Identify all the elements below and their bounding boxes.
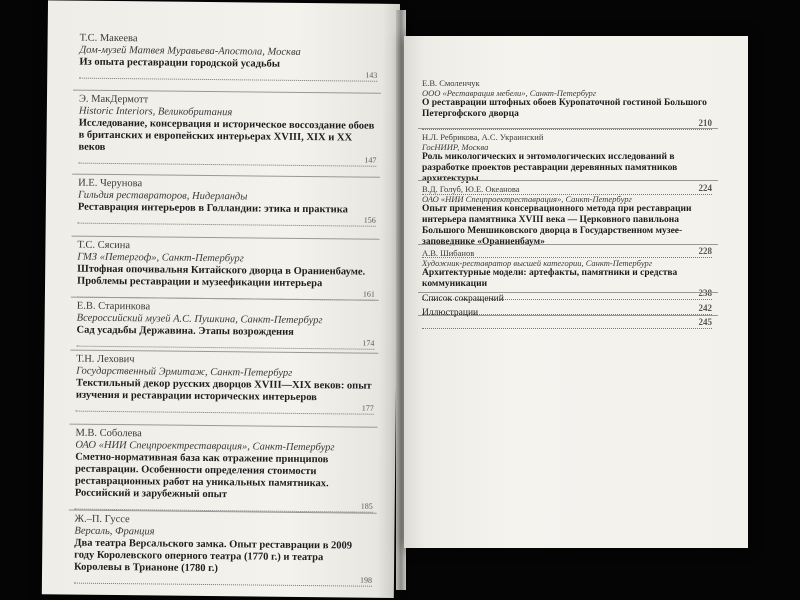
entry-organization: ОАО «НИИ Спецпроектреставрация», Санкт-Петербург xyxy=(75,439,335,454)
entry-author: Т.Н. Лехович xyxy=(76,353,135,366)
entry-author: М.В. Соболева xyxy=(75,427,142,440)
entry-title: Сметно-нормативная база как отражение принципов реставрации. Особенности определения стоимости реставрационных работ на уникальных памятниках. Российский и зарубежный опыт xyxy=(74,451,329,501)
entry-title: Архитектурные модели: артефакты, памятники и средства коммуникации xyxy=(422,268,678,289)
entry-title: Опыт применения консервационного метода при реставрации интерьера памятника XVIII века — Церковного павильона Большого Меншиковского дворца в Государственном музее-заповеднике «Ораниенбаум» xyxy=(422,204,692,247)
entry-page-number: 185 xyxy=(360,501,373,511)
entry-author: В.Д. Голуб, Ю.Е. Океанова xyxy=(422,184,520,194)
left-page xyxy=(42,0,400,598)
entry-organization: ГосНИИР, Москва xyxy=(422,142,489,152)
entry-page-number: 245 xyxy=(698,317,712,327)
toc-entry xyxy=(79,33,377,82)
entry-organization: Дом-музей Матвея Муравьева-Апостола, Москва xyxy=(79,44,301,58)
entry-page-number: 156 xyxy=(363,215,376,225)
entry-page-number: 238 xyxy=(698,288,712,298)
entry-organization: Всероссийский музей А.С. Пушкина, Санкт-Петербург xyxy=(76,312,323,327)
entry-author: Е.В. Старинкова xyxy=(76,300,151,313)
entry-title: Текстильный декор русских дворцов XVIII—XIX веков: опыт изучения и реставрации исторических интерьеров xyxy=(75,377,372,404)
entry-title: Штофная опочивальня Китайского дворца в Ораниенбауме. Проблемы реставрации и музеефикации интерьера xyxy=(77,263,366,290)
entry-page-number: 228 xyxy=(698,246,712,256)
divider xyxy=(418,180,718,181)
toc-entry xyxy=(76,301,374,350)
entry-author: И.Е. Черунова xyxy=(78,177,143,190)
entry-page-number: 177 xyxy=(361,403,374,413)
entry-title: Иллюстрации xyxy=(422,308,479,318)
toc-entry xyxy=(422,184,712,258)
toc-entry xyxy=(78,178,376,227)
entry-author: Е.В. Смоленчук xyxy=(422,78,480,88)
entry-author: Т.С. Макеева xyxy=(79,32,138,45)
entry-author: Н.Л. Ребрикова, А.С. Украинский xyxy=(422,132,544,142)
entry-organization: ООО «Реставрация мебели», Санкт-Петербург xyxy=(422,88,597,98)
entry-title: Реставрация интерьеров в Голландии: этика и практика xyxy=(77,201,348,216)
entry-title: Два театра Версальского замка. Опыт реставрации в 2009 году Королевского оперного театра (1770 г.) и театра Королевы в Трианоне (1780 г.) xyxy=(74,537,353,575)
entry-author: Э. МакДермотт xyxy=(78,93,149,106)
entry-author: Т.С. Сясина xyxy=(77,239,131,252)
divider xyxy=(418,128,718,129)
toc-entry xyxy=(422,78,712,130)
entry-page-number: 143 xyxy=(365,70,378,80)
divider xyxy=(418,292,718,293)
toc-entry-illustrations xyxy=(422,308,712,329)
entry-title: Список сокращений xyxy=(422,294,504,304)
toc-entry xyxy=(74,514,373,587)
entry-page-number: 224 xyxy=(698,183,712,193)
entry-organization: Historic Interiors, Великобритания xyxy=(78,105,233,119)
right-page xyxy=(404,36,748,548)
divider xyxy=(418,244,718,245)
entry-title: Из опыта реставрации городской усадьбы xyxy=(79,56,281,70)
entry-organization: ОАО «НИИ Спецпроектреставрация», Санкт-Петербург xyxy=(422,194,632,204)
entry-organization: ГМЗ «Петергоф», Санкт-Петербург xyxy=(77,251,244,265)
toc-entry xyxy=(75,428,374,513)
entry-title: Сад усадьбы Державина. Этапы возрождения xyxy=(76,324,294,338)
entry-author: Ж.–П. Гуссе xyxy=(74,513,130,526)
entry-organization: Гильдия реставраторов, Нидерланды xyxy=(77,189,248,203)
entry-organization: Версаль, Франция xyxy=(74,525,155,538)
entry-organization: Государственный Эрмитаж, Санкт-Петербург xyxy=(76,365,293,379)
entry-page-number: 242 xyxy=(698,303,712,313)
entry-title: О реставрации штофных обоев Куропаточной гостиной Большого Петергофского дворца xyxy=(422,98,707,119)
entry-organization: Художник-реставратор высшей категории, Санкт-Петербург xyxy=(422,258,653,268)
entry-page-number: 210 xyxy=(698,118,712,128)
entry-author: А.В. Шибанов xyxy=(422,248,475,258)
entry-page-number: 198 xyxy=(359,575,373,585)
entry-title: Роль микологических и энтомологических исследований в разработке проектов реставрации деревянных памятников архитектуры xyxy=(422,152,678,184)
entry-page-number: 147 xyxy=(364,155,377,165)
toc-entry xyxy=(76,354,375,415)
entry-title: Исследование, консервация и историческое воссоздание обоев в британских и европейских интерьерах XVIII, XIX и XX веков xyxy=(78,117,375,153)
entry-page-number: 161 xyxy=(362,289,376,299)
entry-page-number: 174 xyxy=(362,338,375,348)
toc-entry xyxy=(77,240,376,301)
toc-entry xyxy=(78,94,377,167)
